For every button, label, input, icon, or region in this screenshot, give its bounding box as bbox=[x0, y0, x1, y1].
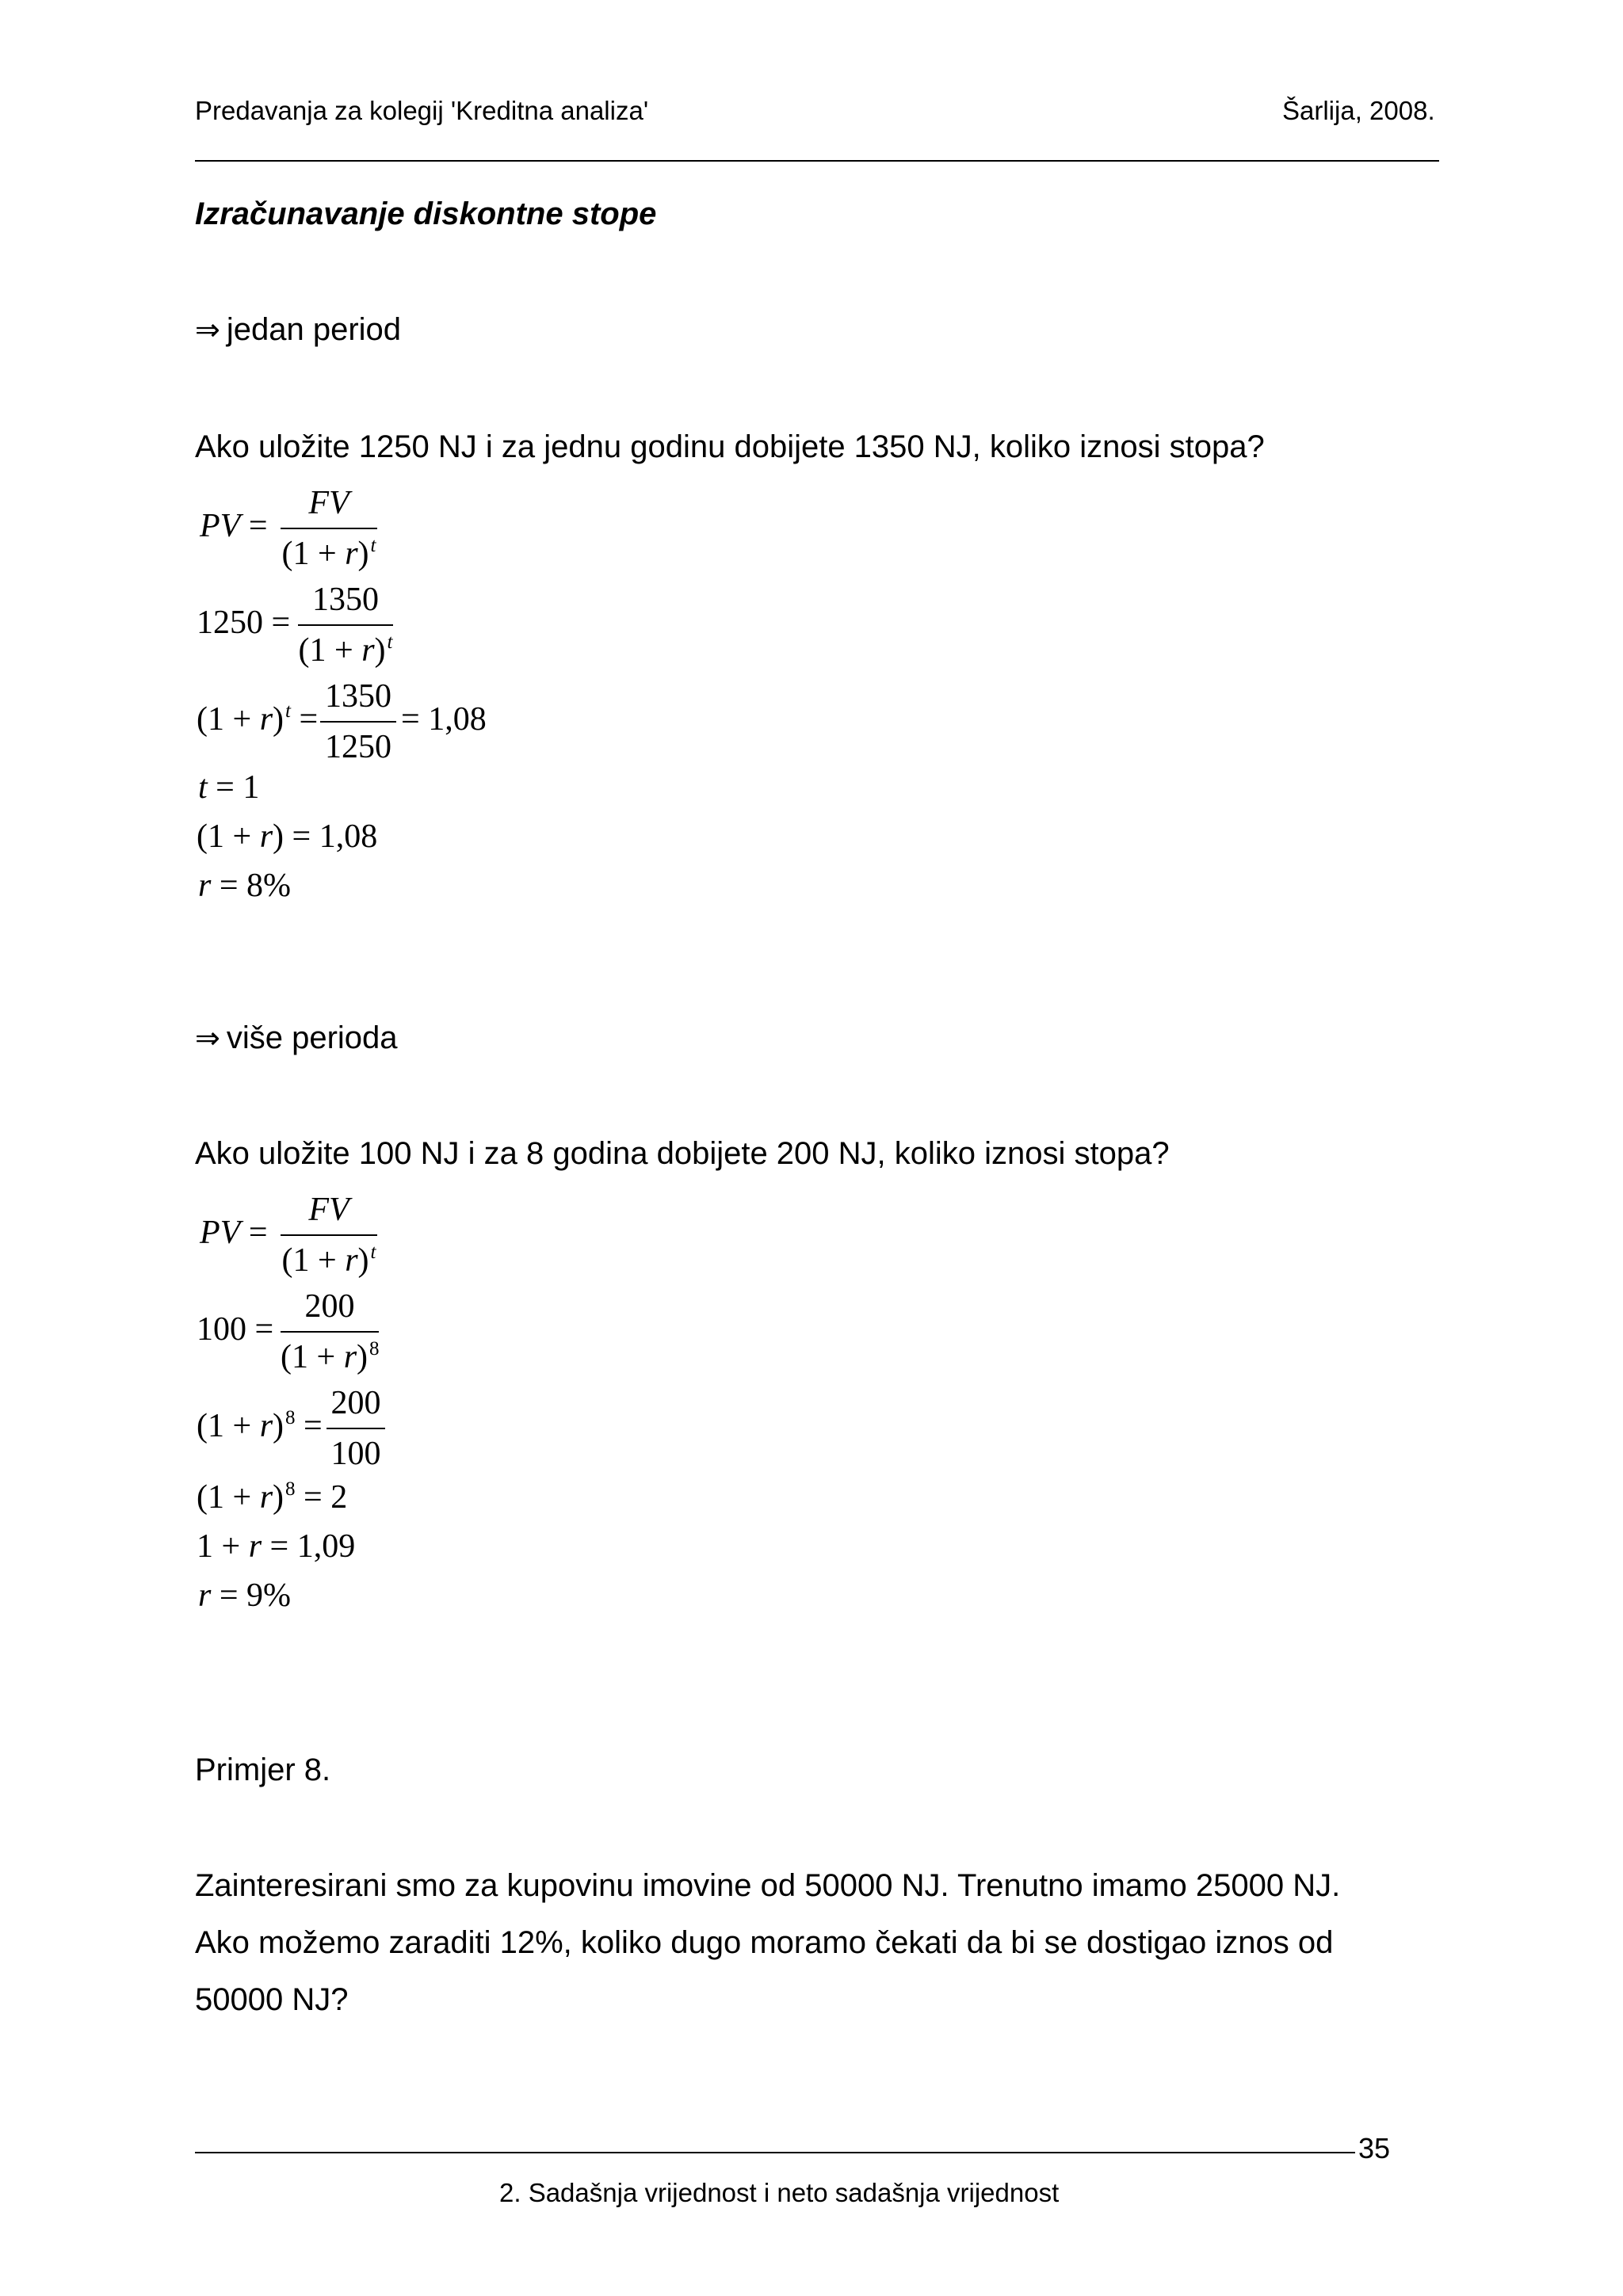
eq-pv-lhs: PV = bbox=[200, 508, 268, 544]
question-1: Ako uložite 1250 NJ i za jednu godinu dobijete 1350 NJ, koliko iznosi stopa? bbox=[195, 429, 1265, 464]
eq-2a-lhs: 100 = bbox=[197, 1311, 274, 1348]
example-title: Primjer 8. bbox=[195, 1753, 331, 1787]
fraction-denominator: $(1 + r)^t$ bbox=[298, 631, 393, 669]
fraction-bar bbox=[281, 1234, 377, 1236]
example-line: Zainteresirani smo za kupovinu imovine od 50000 NJ. Trenutno imamo 25000 NJ. bbox=[195, 1868, 1341, 1903]
fraction-numerator: 200 bbox=[330, 1385, 381, 1421]
eq-1a-fraction bbox=[298, 578, 393, 672]
fraction-bar bbox=[298, 624, 393, 626]
eq-2a-fraction bbox=[281, 1285, 379, 1379]
eq-1e: r = 8% bbox=[198, 868, 292, 904]
footer-rule bbox=[195, 2152, 1355, 2153]
eq-2c: $(1 + r)^8 = 2$ bbox=[197, 1478, 348, 1516]
section-title: Izračunavanje diskontne stope bbox=[195, 196, 657, 231]
fraction-denominator: 100 bbox=[330, 1436, 381, 1472]
question-2: Ako uložite 100 NJ i za 8 godina dobijete 200 NJ, koliko iznosi stopa? bbox=[195, 1136, 1170, 1171]
eq-pv-fraction bbox=[281, 482, 377, 575]
bullet-single-period bbox=[195, 311, 401, 349]
fraction-bar bbox=[327, 1428, 385, 1429]
implies-arrow-icon: ⇒ bbox=[195, 312, 220, 347]
eq-1b-result: = 1,08 bbox=[401, 701, 487, 738]
eq-pv-lhs: PV = bbox=[200, 1215, 268, 1251]
implies-arrow-icon: ⇒ bbox=[195, 1020, 220, 1055]
fraction-denominator: 1250 bbox=[325, 729, 391, 765]
eq-pv-fraction bbox=[281, 1188, 377, 1282]
fraction-bar bbox=[320, 721, 396, 723]
fraction-numerator: 200 bbox=[304, 1288, 355, 1325]
eq-1b-fraction bbox=[320, 675, 396, 769]
eq-2b-fraction bbox=[327, 1382, 385, 1475]
eq-2d: 1 + r = 1,09 bbox=[197, 1528, 356, 1565]
fraction-bar bbox=[281, 528, 377, 529]
page-number: 35 bbox=[1358, 2132, 1391, 2164]
header-rule bbox=[195, 160, 1439, 162]
fraction-denominator: $(1 + r)^t$ bbox=[281, 1241, 376, 1279]
fraction-numerator: 1350 bbox=[325, 678, 391, 715]
example-line: 50000 NJ? bbox=[195, 1982, 349, 2017]
fraction-numerator: 1350 bbox=[312, 582, 379, 618]
eq-1b-lhs: $(1 + r)^t$ = bbox=[197, 700, 319, 738]
fraction-bar bbox=[281, 1331, 379, 1333]
running-header-left: Predavanja za kolegij 'Kreditna analiza' bbox=[195, 96, 649, 125]
example-line: Ako možemo zaraditi 12%, koliko dugo moramo čekati da bi se dostigao iznos od bbox=[195, 1925, 1334, 1960]
fraction-numerator: FV bbox=[308, 1192, 349, 1228]
fraction-numerator: FV bbox=[308, 485, 349, 521]
eq-1a-lhs: 1250 = bbox=[197, 605, 291, 641]
eq-2e: r = 9% bbox=[198, 1577, 292, 1614]
footer-chapter: 2. Sadašnja vrijednost i neto sadašnja vrijednost bbox=[499, 2178, 1060, 2207]
eq-1c: t = 1 bbox=[198, 769, 260, 806]
eq-1d: (1 + r) = 1,08 bbox=[197, 818, 378, 855]
running-header-right: Šarlija, 2008. bbox=[1282, 96, 1435, 125]
eq-2b-lhs: $(1 + r)^8$ = bbox=[197, 1407, 323, 1444]
bullet-label: jedan period bbox=[226, 312, 402, 347]
fraction-denominator: $(1 + r)^t$ bbox=[281, 535, 376, 572]
bullet-label: više perioda bbox=[226, 1020, 398, 1055]
fraction-denominator: $(1 + r)^8$ bbox=[281, 1338, 380, 1375]
bullet-multi-period bbox=[195, 1019, 398, 1057]
